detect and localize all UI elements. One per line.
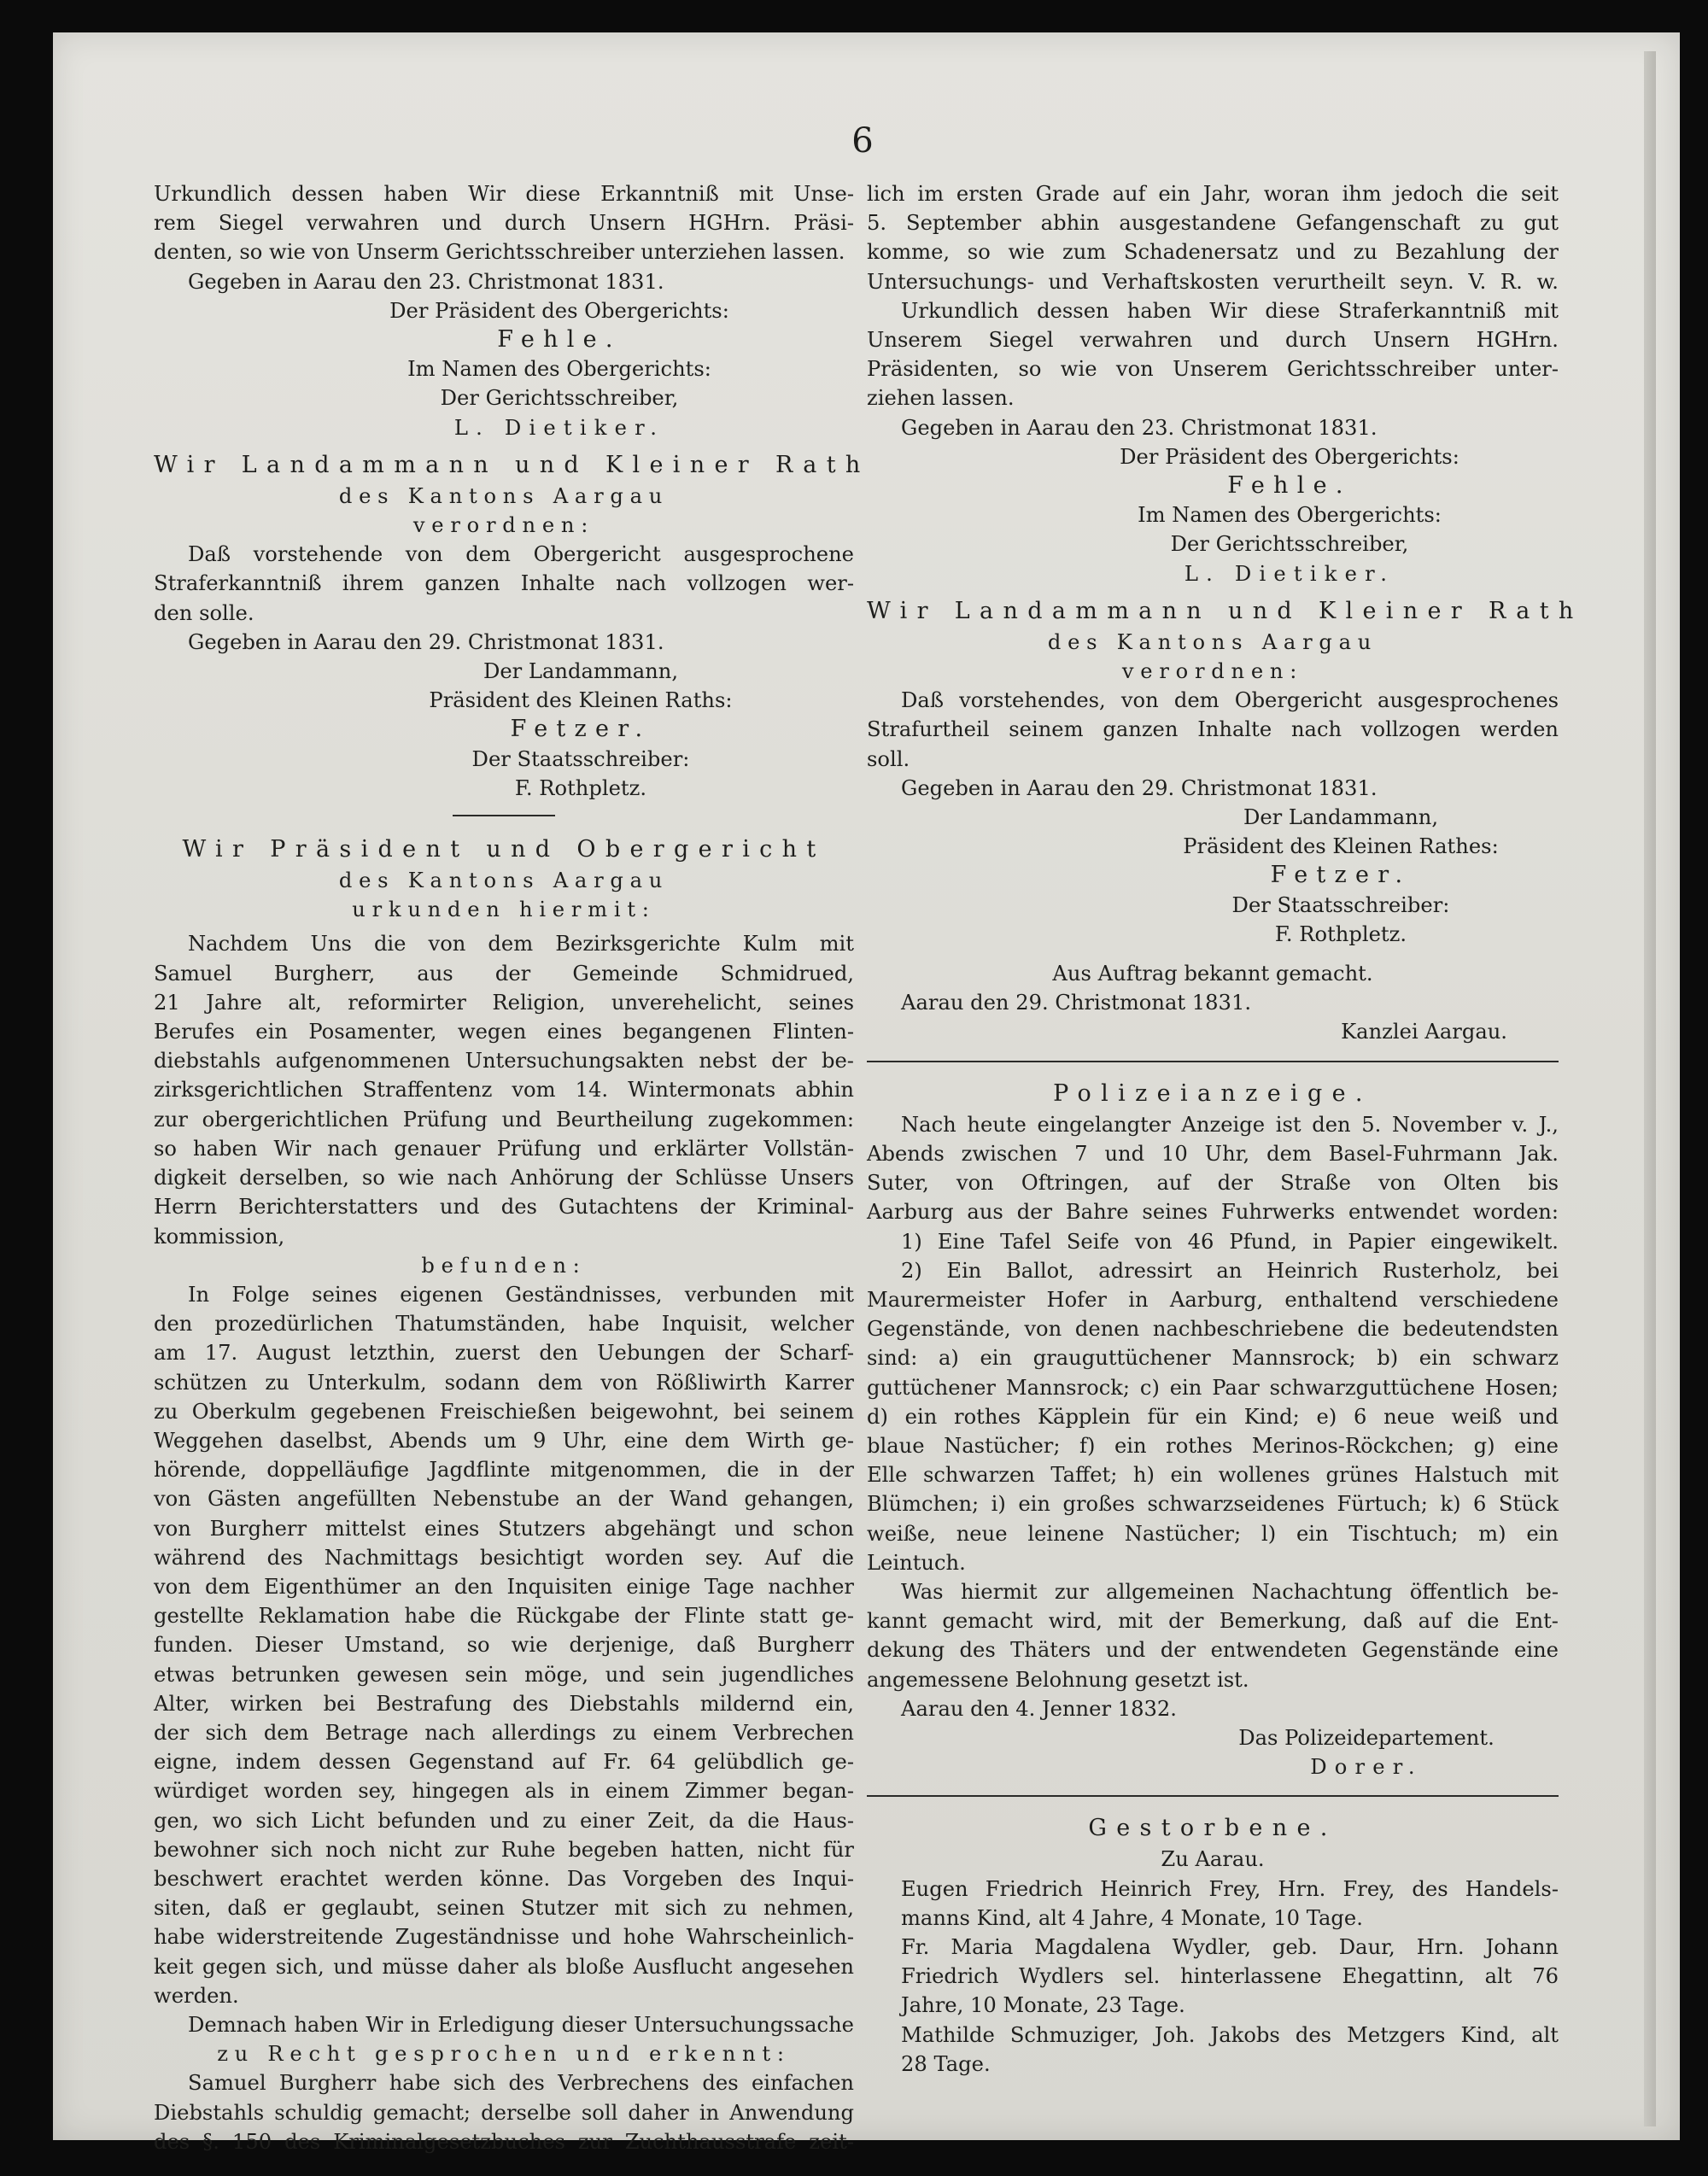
text-line: beschwert erachtet werden könne. Das Vorgeben des Inqui- xyxy=(154,1866,854,1891)
signature-block xyxy=(867,803,1559,949)
text-line: Eugen Friedrich Heinrich Frey, Hrn. Frey, des Handels- xyxy=(901,1876,1559,1901)
police-notice-closing xyxy=(867,1577,1559,1723)
text-line: Elle schwarzen Taffet; h) ein wollenes grünes Halstuch mit xyxy=(867,1463,1559,1488)
text-line: komme, so wie zum Schadenersatz und zu Bezahlung der xyxy=(867,240,1559,265)
section-subheading: des Kantons Aargau xyxy=(338,869,670,893)
text-line: habe widerstreitende Zugeständnisse und hohe Wahrscheinlich- xyxy=(154,1925,854,1950)
notice-line: Aus Auftrag bekannt gemacht. xyxy=(1052,962,1373,986)
text-line: Was hiermit zur allgemeinen Nachachtung öffentlich be- xyxy=(901,1579,1559,1604)
signature-name: Fetzer. xyxy=(1270,862,1412,889)
page-number: 6 xyxy=(851,121,874,161)
text-line: In Folge seines eigenen Geständnisses, verbunden mit xyxy=(188,1282,854,1307)
text-line: Unserem Siegel verwahren und durch Unsern HGHrn. xyxy=(867,328,1559,353)
signature-name: Fehle. xyxy=(1227,472,1352,500)
signature-name: F. Rothpletz. xyxy=(514,775,647,800)
text-line: Berufes ein Posamenter, wegen eines begangenen Flinten- xyxy=(154,1020,854,1044)
date-line: Aarau den 4. Jenner 1832. xyxy=(901,1696,1177,1721)
ordinance-paragraph xyxy=(154,540,854,657)
sentence-paragraph xyxy=(154,2068,854,2156)
text-line: denten, so wie von Unserm Gerichtsschreiber unterziehen lassen. xyxy=(154,240,845,265)
text-line: von Gästen angefüllten Nebenstube an der Wand gehangen, xyxy=(154,1487,854,1512)
text-line: zur obergerichtlichen Prüfung und Beurtheilung zugekommen: xyxy=(154,1107,854,1132)
death-entry xyxy=(867,1933,1559,2021)
signature-name: L. Dietiker. xyxy=(453,415,665,440)
death-entry xyxy=(867,2021,1559,2079)
text-line: d) ein rothes Käpplein für ein Kind; e) 6 neue weiß und xyxy=(867,1404,1559,1429)
text-line: Strafurtheil seinem ganzen Inhalte nach vollzogen werden xyxy=(867,717,1559,742)
signature-line: Das Polizeidepartement. xyxy=(1238,1725,1494,1750)
text-line: gen, wo sich Licht befunden und zu einer Zeit, da die Haus- xyxy=(154,1808,854,1833)
text-line: so haben Wir nach genauer Prüfung und erklärter Vollstän- xyxy=(154,1136,854,1161)
signature-block xyxy=(867,442,1559,588)
signature-block xyxy=(154,657,854,803)
left-column xyxy=(154,179,870,2156)
text-line: den prozedürlichen Thatumständen, habe Inquisit, welcher xyxy=(154,1312,854,1337)
signature-line: Der Gerichtsschreiber, xyxy=(440,386,679,411)
signature-block xyxy=(867,1723,1559,1781)
text-line: Urkundlich dessen haben Wir diese Straferkanntniß mit xyxy=(901,298,1559,323)
section-subheading: zu Recht gesprochen und erkennt: xyxy=(217,2042,791,2067)
section-subheading: verordnen: xyxy=(412,513,595,538)
text-line: Maurermeister Hofer in Aarburg, enthaltend verschiedene xyxy=(867,1287,1559,1312)
signature-name: F. Rothpletz. xyxy=(1274,921,1407,946)
sentence-continuation xyxy=(867,179,1559,296)
signature-line: Der Präsident des Obergerichts: xyxy=(1120,444,1459,469)
signature-name: L. Dietiker. xyxy=(1184,561,1395,586)
text-line: Herrn Berichterstatters und des Gutachtens der Kriminal- xyxy=(154,1195,854,1220)
text-line: am 17. August letzthin, zuerst den Uebungen der Scharf- xyxy=(154,1341,854,1366)
text-line: Untersuchungs- und Verhaftskosten verurtheilt seyn. V. R. w. xyxy=(867,269,1559,294)
text-line: dekung des Thäters und der entwendeten Gegenstände eine xyxy=(867,1638,1559,1663)
text-line: Alter, wirken bei Bestrafung des Diebstahls mildernd ein, xyxy=(154,1691,854,1716)
text-line: zirksgerichtlichen Straffentenz vom 14. Wintermonats abhin xyxy=(154,1078,854,1103)
text-line: Samuel Burgherr habe sich des Verbrechens des einfachen xyxy=(188,2071,854,2096)
text-line: eigne, indem dessen Gegenstand auf Fr. 64 gelübdlich ge- xyxy=(154,1750,854,1775)
signature-line: Der Landammann, xyxy=(483,659,679,684)
text-line: etwas betrunken gewesen sein möge, und sein jugendliches xyxy=(154,1662,854,1687)
office-signature: Kanzlei Aargau. xyxy=(1341,1020,1507,1044)
text-line: würdiget worden sey, hingegen als in einem Zimmer began- xyxy=(154,1779,854,1804)
signature-line: Im Namen des Obergerichts: xyxy=(407,357,711,382)
text-line: zu Oberkulm gegebenen Freischießen beigewohnt, bei seinem xyxy=(154,1399,854,1424)
text-line: des §. 150 des Kriminalgesetzbuches zur Zuchthausstrafe zeit- xyxy=(154,2129,854,2154)
death-entry xyxy=(867,1875,1559,1933)
text-line: werden. xyxy=(154,1983,239,2008)
text-line: von dem Eigenthümer an den Inquisiten einige Tage nachher xyxy=(154,1574,854,1599)
text-line: Aarburg aus der Bahre seines Fuhrwerks entwendet worden: xyxy=(867,1200,1559,1225)
section-heading: Wir Landammann und Kleiner Rath xyxy=(867,597,1583,624)
text-line: Urkundlich dessen haben Wir diese Erkanntniß mit Unse- xyxy=(154,182,854,206)
signature-name: Dorer. xyxy=(1310,1755,1423,1780)
text-line: Blümchen; i) ein großes schwarzseidenes Fürtuch; k) 6 Stück xyxy=(867,1492,1559,1517)
text-line: digkeit derselben, so wie nach Anhörung der Schlüsse Unsers xyxy=(154,1166,854,1190)
section-divider xyxy=(867,1795,1559,1797)
text-line: Abends zwischen 7 und 10 Uhr, dem Basel-Fuhrmann Jak. xyxy=(867,1141,1559,1166)
signature-line: Der Staatsschreiber: xyxy=(1231,892,1450,917)
text-line: Straferkanntniß ihrem ganzen Inhalte nach vollzogen wer- xyxy=(154,571,854,596)
signature-name: Fetzer. xyxy=(510,716,652,743)
text-line: schützen zu Unterkulm, sodann dem von Rößliwirth Karrer xyxy=(154,1370,854,1395)
text-line: Daß vorstehende von dem Obergericht ausgesprochene xyxy=(188,542,854,567)
text-line: diebstahls aufgenommenen Untersuchungsakten nebst der be- xyxy=(154,1049,854,1073)
text-line: soll. xyxy=(867,746,910,771)
text-line: Samuel Burgherr, aus der Gemeinde Schmidrued, xyxy=(154,961,854,986)
text-line: Demnach haben Wir in Erledigung dieser Untersuchungssache xyxy=(188,2012,854,2037)
text-line: ziehen lassen. xyxy=(867,386,1015,411)
signature-line: Der Landammann, xyxy=(1243,805,1439,830)
text-line: gestellte Reklamation habe die Rückgabe der Flinte statt ge- xyxy=(154,1604,854,1629)
section-heading: Polizeianzeige. xyxy=(1053,1079,1372,1107)
date-line: Gegeben in Aarau den 23. Christmonat 1831. xyxy=(901,415,1378,440)
date-line: Gegeben in Aarau den 29. Christmonat 1831. xyxy=(188,629,664,654)
signature-line: Der Gerichtsschreiber, xyxy=(1170,532,1409,557)
section-subheading: des Kantons Aargau xyxy=(338,483,670,508)
signature-line: Präsident des Kleinen Raths: xyxy=(429,688,733,713)
text-line: 28 Tage. xyxy=(901,2051,991,2076)
text-line: blaue Nastücher; f) ein rothes Merinos-Röckchen; g) eine xyxy=(867,1433,1559,1458)
text-line: weiße, neue leinene Nastücher; l) ein Tischtuch; m) ein xyxy=(867,1521,1559,1546)
text-line: funden. Dieser Umstand, so wie derjenige, daß Burgherr xyxy=(154,1633,854,1658)
text-line: rem Siegel verwahren und durch Unsern HGHrn. Präsi- xyxy=(154,211,854,236)
text-line: den solle. xyxy=(154,600,254,625)
text-line: Nach heute eingelangter Anzeige ist den 5. November v. J., xyxy=(901,1112,1559,1137)
text-line: guttüchener Mannsrock; c) ein Paar schwarzguttüchene Hosen; xyxy=(867,1375,1559,1400)
certification-paragraph xyxy=(867,296,1559,442)
section-subheading: befunden: xyxy=(421,1253,587,1278)
text-line: kommission, xyxy=(154,1224,285,1249)
section-subheading: Zu Aarau. xyxy=(1161,1847,1265,1872)
text-line: Weggehen daselbst, Abends um 9 Uhr, eine dem Wirth ge- xyxy=(154,1428,854,1453)
signature-line: Der Staatsschreiber: xyxy=(471,746,690,771)
section-subheading: urkunden hiermit: xyxy=(352,898,656,922)
text-line: Präsidenten, so wie von Unserem Gerichtsschreiber unter- xyxy=(867,357,1559,382)
section-subheading: des Kantons Aargau xyxy=(1047,629,1378,654)
page-fold-edge xyxy=(1644,51,1656,2126)
verdict-paragraph xyxy=(154,929,854,1250)
findings-paragraph xyxy=(154,1280,854,2010)
text-line: Suter, von Oftringen, auf der Straße von Olten bis xyxy=(867,1171,1559,1196)
text-line: bewohner sich noch nicht zur Ruhe begeben hatten, nicht für xyxy=(154,1837,854,1862)
signature-block xyxy=(154,296,854,442)
text-line: Leintuch. xyxy=(867,1550,966,1575)
text-line: angemessene Belohnung gesetzt ist. xyxy=(867,1667,1249,1692)
right-column xyxy=(867,179,1583,2079)
section-heading: Wir Präsident und Obergericht xyxy=(182,836,826,863)
police-notice-paragraph xyxy=(867,1110,1559,1577)
text-line: während des Nachmittags besichtigt worden sey. Auf die xyxy=(154,1545,854,1570)
ordinance-paragraph xyxy=(867,686,1559,803)
text-line: Daß vorstehendes, von dem Obergericht ausgesprochenes xyxy=(901,688,1559,713)
date-line: Gegeben in Aarau den 23. Christmonat 1831. xyxy=(188,269,664,294)
text-line: Diebstahls schuldig gemacht; derselbe soll daher in Anwendung xyxy=(154,2100,854,2125)
text-line: kannt gemacht wird, mit der Bemerkung, daß auf die Ent- xyxy=(867,1609,1559,1634)
text-line: hörende, doppelläufige Jagdflinte mitgenommen, die in der xyxy=(154,1458,854,1483)
text-line: der sich dem Betrage nach allerdings zu einem Verbrechen xyxy=(154,1720,854,1745)
text-line: keit gegen sich, und müsse daher als bloße Ausflucht angesehen xyxy=(154,1954,854,1979)
text-line: siten, daß er geglaubt, seinen Stutzer mit sich zu nehmen, xyxy=(154,1896,854,1921)
text-line: 5. September abhin ausgestandene Gefangenschaft zu gut xyxy=(867,211,1559,236)
text-line: sind: a) ein grauguttüchener Mannsrock; b) ein schwarz xyxy=(867,1346,1559,1371)
text-line: Jahre, 10 Monate, 23 Tage. xyxy=(901,1993,1185,2018)
text-line: 1) Eine Tafel Seife von 46 Pfund, in Papier eingewikelt. xyxy=(901,1229,1559,1254)
text-line: lich im ersten Grade auf ein Jahr, woran ihm jedoch die seit xyxy=(867,182,1559,206)
date-line: Gegeben in Aarau den 29. Christmonat 1831. xyxy=(901,775,1378,800)
certification-paragraph xyxy=(154,179,854,296)
text-line: von Burgherr mittelst eines Stutzers abgehängt und schon xyxy=(154,1516,854,1541)
section-divider xyxy=(453,815,555,816)
text-line: 2) Ein Ballot, adressirt an Heinrich Rusterholz, bei xyxy=(901,1258,1559,1283)
section-heading: Wir Landammann und Kleiner Rath xyxy=(154,451,870,478)
text-line: Fr. Maria Magdalena Wydler, geb. Daur, Hrn. Johann xyxy=(901,1934,1559,1959)
signature-line: Der Präsident des Obergerichts: xyxy=(389,298,729,323)
section-heading: Gestorbene. xyxy=(1088,1815,1337,1842)
signature-line: Präsident des Kleinen Rathes: xyxy=(1183,834,1499,859)
text-line: Friedrich Wydlers sel. hinterlassene Ehegattinn, alt 76 xyxy=(901,1964,1559,1989)
signature-name: Fehle. xyxy=(497,326,622,354)
signature-line: Im Namen des Obergerichts: xyxy=(1138,503,1442,528)
text-line: manns Kind, alt 4 Jahre, 4 Monate, 10 Tage. xyxy=(901,1905,1363,1930)
section-subheading: verordnen: xyxy=(1121,659,1304,684)
text-line: Gegenstände, von denen nachbeschriebene die bedeutendsten xyxy=(867,1317,1559,1342)
text-line: 21 Jahre alt, reformirter Religion, unverehelicht, seines xyxy=(154,990,854,1015)
date-line: Aarau den 29. Christmonat 1831. xyxy=(901,991,1252,1015)
text-line: Nachdem Uns die von dem Bezirksgerichte Kulm mit xyxy=(188,932,854,956)
section-divider xyxy=(867,1061,1559,1062)
text-line: Mathilde Schmuziger, Joh. Jakobs des Metzgers Kind, alt xyxy=(901,2022,1559,2047)
